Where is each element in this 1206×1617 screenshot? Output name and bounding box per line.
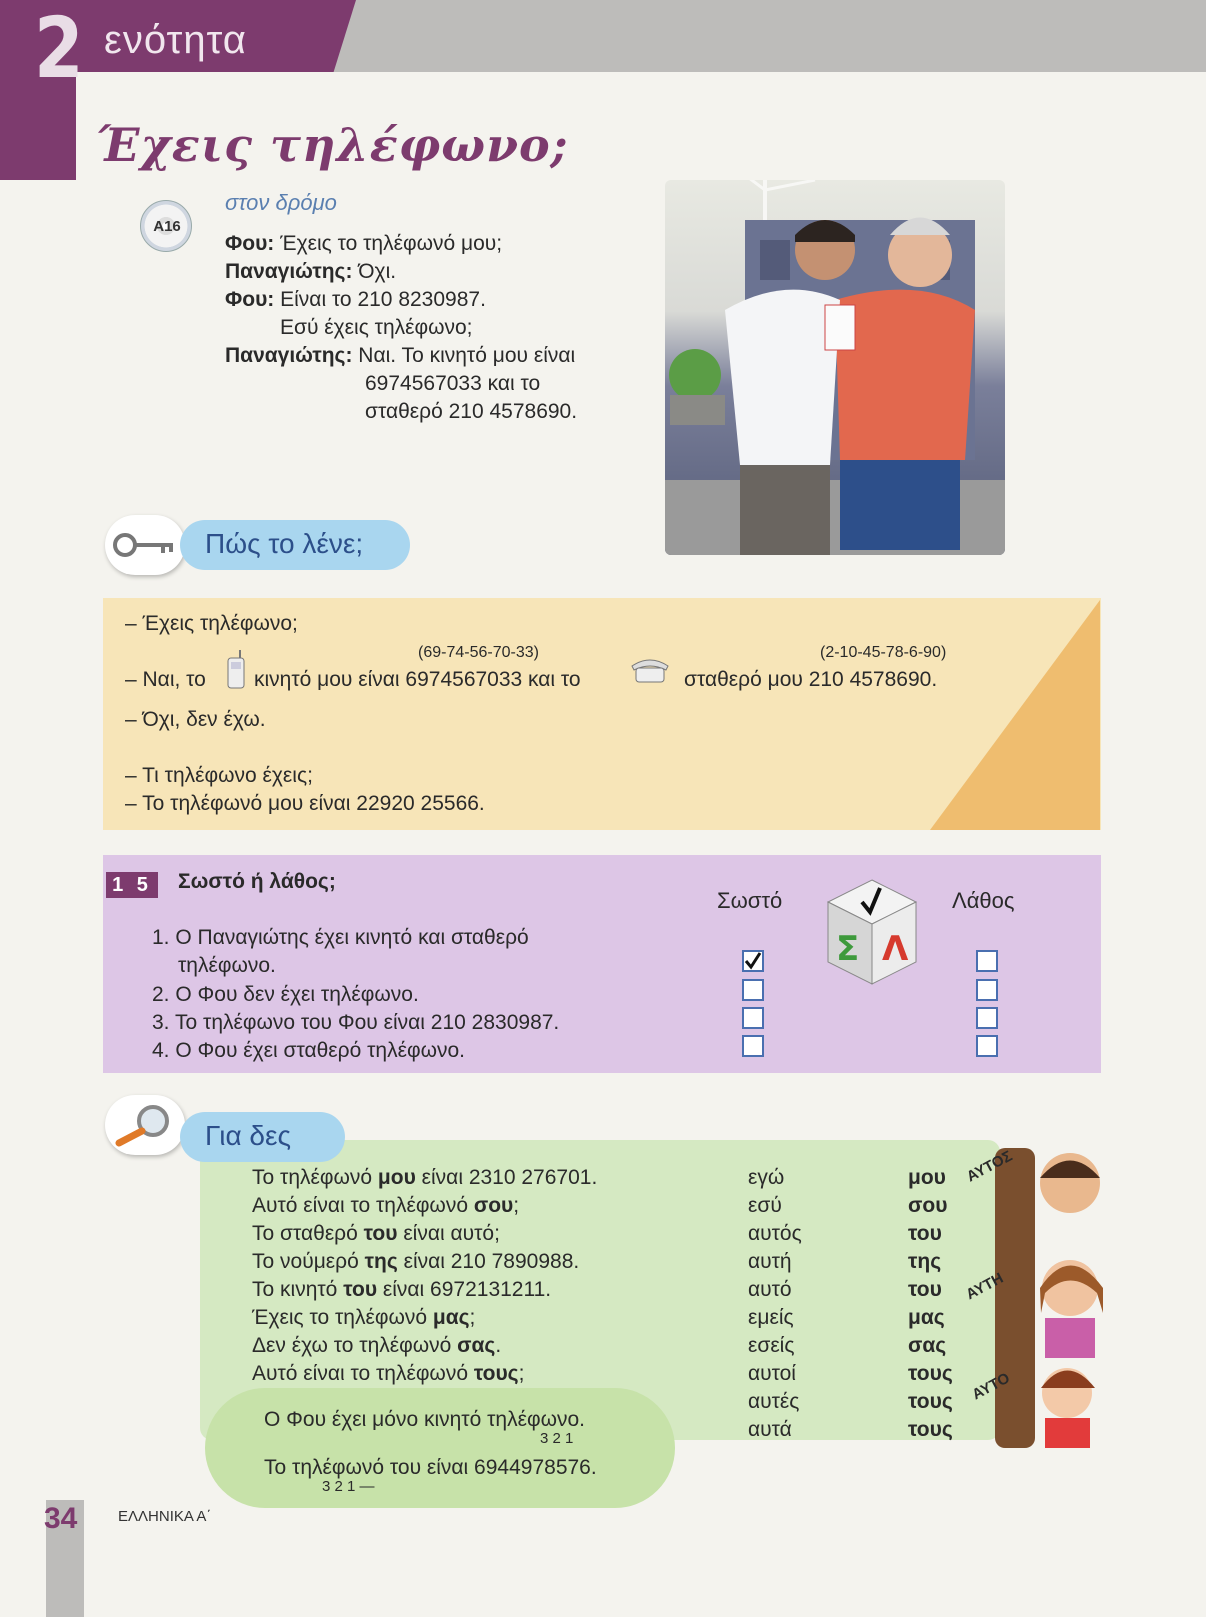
cloud-numbers: 3 2 1 — bbox=[322, 1478, 375, 1495]
quiz-item-text: Ο Παναγιώτης έχει κινητό και σταθερό bbox=[175, 926, 529, 949]
quiz-item-num: 1. bbox=[152, 926, 170, 949]
kid-label: ΑΥΤΟ bbox=[969, 1369, 1013, 1404]
grammar-sentence bbox=[252, 1362, 524, 1386]
sentence-bold: μας bbox=[432, 1306, 470, 1329]
possessive: σας bbox=[908, 1334, 947, 1357]
phrase-line: κινητό μου είναι 6974567033 και το bbox=[254, 668, 581, 691]
sentence-pre: Έχεις το τηλέφωνό bbox=[252, 1306, 433, 1329]
sentence-pre: Το τηλέφωνό bbox=[252, 1166, 378, 1189]
phrase-line: – Ναι, το bbox=[125, 668, 206, 691]
speech: Ναι. Το κινητό μου είναι bbox=[358, 344, 576, 367]
quiz-item-text: Το τηλέφωνο του Φου είναι 210 2830987. bbox=[174, 1011, 560, 1034]
landline-hint: (2-10-45-78-6-90) bbox=[820, 644, 947, 661]
kid-label: ΑΥΤΗ bbox=[963, 1269, 1007, 1304]
quiz-item-num: 4. bbox=[152, 1039, 170, 1062]
section-label-phrases: Πώς το λένε; bbox=[205, 528, 364, 559]
sentence-bold: του bbox=[343, 1278, 378, 1301]
example-cloud bbox=[205, 1388, 675, 1508]
sentence-post: ; bbox=[469, 1306, 476, 1329]
pronoun: εμείς bbox=[748, 1306, 794, 1329]
quiz-title: Σωστό ή λάθος; bbox=[178, 870, 336, 893]
landline-phone-icon bbox=[628, 654, 672, 684]
grammar-sentence bbox=[252, 1334, 501, 1358]
quiz-item bbox=[152, 926, 529, 950]
speaker: Παναγιώτης: bbox=[225, 260, 353, 283]
dialogue-line bbox=[225, 258, 396, 286]
pronoun: αυτά bbox=[748, 1418, 792, 1441]
key-icon bbox=[105, 515, 185, 575]
quiz-item-num: 2. bbox=[152, 983, 170, 1006]
cloud-numbers: 3 2 1 bbox=[540, 1430, 574, 1447]
possessive: του bbox=[908, 1222, 942, 1245]
quiz-item-cont: τηλέφωνο. bbox=[178, 954, 276, 977]
page-title: Έχεις τηλέφωνο; bbox=[96, 118, 569, 172]
dialogue-line bbox=[365, 370, 540, 398]
possessive: τους bbox=[908, 1418, 953, 1441]
sentence-post: είναι 2310 276701. bbox=[415, 1166, 598, 1189]
cube-icon bbox=[826, 878, 918, 988]
sentence-bold: του bbox=[363, 1222, 398, 1245]
grammar-sentence bbox=[252, 1306, 475, 1330]
phrase-line: – Τι τηλέφωνο έχεις; bbox=[125, 764, 313, 787]
sentence-pre: Αυτό είναι το τηλέφωνό bbox=[252, 1194, 474, 1217]
dialogue-line bbox=[225, 342, 575, 370]
street-illustration bbox=[665, 180, 1005, 555]
quiz-item-num: 3. bbox=[152, 1011, 170, 1034]
mobile-hint: (69-74-56-70-33) bbox=[418, 644, 539, 661]
dialogue-line bbox=[225, 286, 486, 314]
cloud-line: Ο Φου έχει μόνο κινητό τηλέφωνο. bbox=[264, 1408, 585, 1431]
pronoun: εσύ bbox=[748, 1194, 782, 1217]
column-false: Λάθος bbox=[952, 888, 1015, 913]
pronoun: αυτές bbox=[748, 1390, 800, 1413]
speech: σταθερό 210 4578690. bbox=[365, 400, 578, 423]
mobile-phone-icon bbox=[226, 650, 246, 690]
true-checkbox-4[interactable] bbox=[742, 1035, 764, 1057]
false-checkbox-3[interactable] bbox=[976, 1007, 998, 1029]
cube-letter-true: Σ bbox=[836, 929, 860, 969]
grammar-sentence bbox=[252, 1222, 500, 1246]
possessive: μου bbox=[908, 1166, 946, 1189]
false-checkbox-2[interactable] bbox=[976, 979, 998, 1001]
phrase-line: – Όχι, δεν έχω. bbox=[125, 708, 266, 731]
sentence-bold: της bbox=[364, 1250, 398, 1273]
sentence-post: είναι 210 7890988. bbox=[397, 1250, 580, 1273]
sentence-pre: Το σταθερό bbox=[252, 1222, 364, 1245]
sentence-post: είναι 6972131211. bbox=[377, 1278, 552, 1301]
kids-illustration bbox=[963, 1128, 1115, 1468]
sentence-bold: σου bbox=[473, 1194, 514, 1217]
quiz-item bbox=[152, 983, 419, 1007]
grammar-sentence bbox=[252, 1278, 551, 1302]
sentence-bold: τους bbox=[473, 1362, 519, 1385]
page-number: 34 bbox=[44, 1502, 78, 1535]
speech: Έχεις το τηλέφωνό μου; bbox=[280, 232, 503, 255]
possessive: μας bbox=[908, 1306, 945, 1329]
grammar-sentence bbox=[252, 1194, 519, 1218]
illustration-figures bbox=[665, 180, 1005, 555]
speaker: Φου: bbox=[225, 232, 275, 255]
speaker: Παναγιώτης: bbox=[225, 344, 353, 367]
pronoun: αυτοί bbox=[748, 1362, 796, 1385]
kid-label: ΑΥΤΟΣ bbox=[963, 1147, 1016, 1186]
true-checkbox-1[interactable] bbox=[742, 950, 764, 972]
quiz-item-text: Ο Φου δεν έχει τηλέφωνο. bbox=[175, 983, 419, 1006]
quiz-item bbox=[152, 1011, 559, 1035]
dialogue-line bbox=[280, 314, 473, 342]
sentence-pre: Δεν έχω το τηλέφωνό bbox=[252, 1334, 458, 1357]
possessive: σου bbox=[908, 1194, 948, 1217]
unit-word: ενότητα bbox=[104, 18, 247, 62]
speaker: Φου: bbox=[225, 288, 275, 311]
dialogue-title: στον δρόμο bbox=[225, 190, 337, 215]
cd-label: A16 bbox=[153, 218, 181, 235]
speech: Όχι. bbox=[358, 260, 397, 283]
possessive: του bbox=[908, 1278, 942, 1301]
sentence-bold: σας bbox=[457, 1334, 496, 1357]
grammar-sentence bbox=[252, 1250, 579, 1274]
cube-letter-false: Λ bbox=[882, 929, 909, 969]
magnifier-icon bbox=[105, 1095, 185, 1155]
speech: Είναι το 210 8230987. bbox=[280, 288, 486, 311]
pronoun: εγώ bbox=[748, 1166, 785, 1189]
quiz-item-text: Ο Φου έχει σταθερό τηλέφωνο. bbox=[175, 1039, 465, 1062]
cloud-line: Το τηλέφωνό του είναι 6944978576. bbox=[264, 1456, 597, 1479]
possessive: τους bbox=[908, 1362, 953, 1385]
sentence-bold: μου bbox=[377, 1166, 416, 1189]
possessive: τους bbox=[908, 1390, 953, 1413]
sentence-post: ; bbox=[518, 1362, 525, 1385]
sentence-pre: Αυτό είναι το τηλέφωνό bbox=[252, 1362, 474, 1385]
sentence-pre: Το νούμερό bbox=[252, 1250, 365, 1273]
true-checkbox-2[interactable] bbox=[742, 979, 764, 1001]
quiz-item bbox=[152, 1039, 465, 1063]
sentence-post: ; bbox=[513, 1194, 520, 1217]
column-true: Σωστό bbox=[717, 888, 783, 913]
book-title: ΕΛΛΗΝΙΚΑ Α΄ bbox=[118, 1508, 212, 1525]
false-checkbox-1[interactable] bbox=[976, 950, 998, 972]
speech: Εσύ έχεις τηλέφωνο; bbox=[280, 316, 473, 339]
magnifier-badge bbox=[105, 1095, 185, 1155]
phrase-line: σταθερό μου 210 4578690. bbox=[684, 668, 938, 691]
exercise-badge: 1 5 bbox=[106, 872, 158, 898]
phrase-line: – Έχεις τηλέφωνο; bbox=[125, 612, 298, 635]
dialogue-line bbox=[225, 230, 502, 258]
pronoun: αυτή bbox=[748, 1250, 792, 1273]
sentence-post: είναι αυτό; bbox=[397, 1222, 500, 1245]
sentence-pre: Το κινητό bbox=[252, 1278, 344, 1301]
unit-number: 2 bbox=[34, 0, 84, 97]
check-icon bbox=[744, 952, 762, 970]
false-checkbox-4[interactable] bbox=[976, 1035, 998, 1057]
key-badge bbox=[105, 515, 185, 575]
pronoun: εσείς bbox=[748, 1334, 795, 1357]
pronoun: αυτό bbox=[748, 1278, 792, 1301]
dialogue-line bbox=[365, 398, 577, 426]
section-label-grammar: Για δες bbox=[205, 1120, 291, 1151]
phrase-line: – Το τηλέφωνό μου είναι 22920 25566. bbox=[125, 792, 485, 815]
sentence-post: . bbox=[495, 1334, 502, 1357]
possessive: της bbox=[908, 1250, 942, 1273]
pronoun: αυτός bbox=[748, 1222, 802, 1245]
true-checkbox-3[interactable] bbox=[742, 1007, 764, 1029]
grammar-sentence bbox=[252, 1166, 597, 1190]
speech: 6974567033 και το bbox=[365, 372, 541, 395]
